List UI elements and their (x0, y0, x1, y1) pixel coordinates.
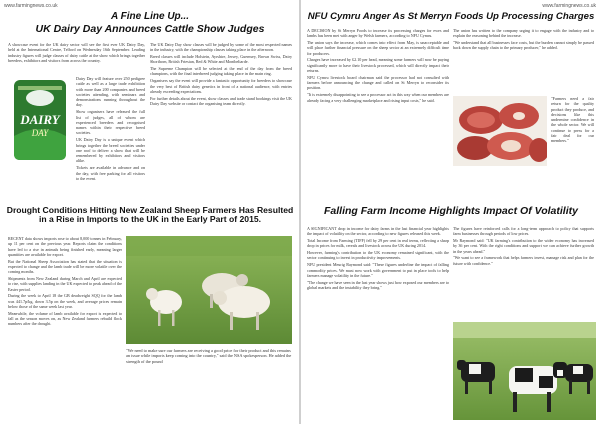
paragraph: The union says the increase, which comes into effect from May, is unacceptable and will place further financial pressure on the sheep sector at an extremely difficult time for producers. (307, 40, 449, 56)
article-body-col1 (76, 76, 145, 198)
paragraph: The figures have reinforced calls for a long-term approach to policy that supports farm businesses through periods of low prices. (453, 226, 594, 237)
paragraph: "We understand that all businesses face costs, but the burden cannot simply be passed back down the supply chain to the primary producer," he added. (453, 40, 594, 51)
paragraph: Total Income from Farming (TIFF) fell by 29 per cent in real terms, reflecting a sharp drop in prices for milk, cereals and livestock across the UK during 2014. (307, 238, 449, 249)
cows-illustration (453, 322, 596, 420)
paragraph: The UK Dairy Day show classes will be judged by some of the most respected names in the industry, with the championship classes taking place in the afternoon. (150, 42, 292, 53)
paragraph: Show organisers have released the full list of judges, all of whom are experienced breeders and recognised names within their respective breed societies. (76, 109, 145, 136)
paragraph: For further details about the event, show classes and trade stand bookings visit the UK Dairy Day website or contact the organising team directly. (150, 95, 292, 106)
paragraph: "We want to see a framework that helps farmers invest, manage risk and plan for the future with confidence." (453, 255, 594, 266)
paragraph: A SIGNIFICANT drop in income for dairy farms in the last financial year highlights the impact of volatility on the sector, according to new figures released this week. (307, 226, 449, 237)
article-quote: "We need to make sure our farmers are receiving a good price for their product and this remains an issue while imports keep coming into the country," said the NSA spokesperson. He added the strength of the pound (126, 348, 292, 364)
paragraph: "It is extremely disappointing to see a processor act in this way when our members are already facing a very challenging marketplace and rising input costs," he said. (307, 92, 449, 103)
logo-sub-text: DAY (31, 128, 49, 138)
left-page (0, 0, 299, 424)
paragraph: RECENT data shows imports rose to about 8,000 tonnes in February, up 11 per cent on the previous year. Reports claim the conditions have led to a rise in animals being finished early, meaning larger quantities are available for export. (8, 236, 122, 257)
paragraph: Tickets are available in advance and on the day, with free parking for all visitors to the event. (76, 165, 145, 181)
paragraph: However, farming's contribution to the UK economy remained significant, with the sector continuing to invest in productivity improvements. (307, 250, 449, 261)
article-body-col1 (307, 28, 449, 200)
paragraph: Shipments from New Zealand during March and April are expected to rise, with supplies landing in the UK expected to peak ahead of the Easter period. (8, 276, 122, 292)
paragraph: During the week to April 18 the GB deadweight SQQ for the lamb was 441.7p/kg, down 3.5p on the week, and average prices remain below those of the same week last year. (8, 293, 122, 310)
article-body-col2 (453, 28, 594, 94)
paragraph: Dairy Day will feature over 250 pedigree cattle as well as a large trade exhibition with more than 200 companies and breed societies attending, with seminars and demonstrations running throughout the day. (76, 76, 145, 108)
cows-photo (453, 322, 596, 420)
article-headline-line2: UK Dairy Day Announces Cattle Show Judges (35, 23, 265, 35)
sheep-photo (126, 236, 292, 344)
paragraph: UK Dairy Day is a unique event which brings together the breed societies under one roof to deliver a show that will be remembered by exhibitors and visitors alike. (76, 137, 145, 164)
meat-photo (453, 96, 547, 166)
paragraph: A showcase event for the UK dairy sector will see the first ever UK Dairy Day, held at the International Centre, Telford on Wednesday 16th September. Leading industry figures will judge classes of dairy cattle at the show which brings together breeders, exhibitors and visitors from across the country. (8, 42, 145, 63)
paragraph: "Farmers need a fair return for the quality product they produce, and decisions like this undermine confidence in the whole sector. We will continue to press for a fair deal for our members." (551, 96, 594, 144)
meat-illustration (453, 96, 547, 166)
sheep-illustration (126, 236, 292, 344)
page-url: www.farmingnews.co.uk (4, 3, 58, 9)
article-headline: Falling Farm Income Highlights Impact Of Volatility (324, 205, 578, 217)
paragraph: But the National Sheep Association has stated that the situation is expected to change and the lamb trade will be more volatile over the coming months. (8, 258, 122, 275)
article-body-col1 (8, 236, 122, 418)
paragraph: A DECISION by St Merryn Foods to increase its processing charges for ewes and lambs has been met with anger by Welsh farmers, according to NFU Cymru. (307, 28, 449, 39)
article-headline: Drought Conditions Hitting New Zealand Sheep Farmers Has Resulted in a Rise in Imports to the UK in the Early Part of 2015. (6, 205, 294, 225)
logo-brand-text: DAIRY (20, 112, 60, 127)
article-body-intro (8, 42, 145, 74)
article-body-col2 (453, 226, 594, 318)
paragraph: NFU Cymru livestock board chairman said the processor had not consulted with farmers before announcing the change and called on St Merryn to reconsider its position. (307, 74, 449, 91)
article-headline-line1: A Fine Line Up... (111, 11, 189, 22)
paragraph: Mr Raymond said: "UK farming's contribution to the wider economy has increased by 36 per cent. With the right conditions and support we can achieve further growth in the years ahead." (453, 238, 594, 254)
paragraph: Organisers say the event will provide a fantastic opportunity for breeders to showcase the very best of British dairy genetics in front of a national audience, with entries already exceeding expectations. (150, 78, 292, 94)
page-url: www.farmingnews.co.uk (542, 3, 596, 9)
article-headline: NFU Cymru Anger As St Merryn Foods Up Processing Charges (307, 11, 595, 22)
paragraph: Breed classes will include Holstein, Ayrshire, Jersey, Guernsey, Brown Swiss, Dairy Shorthorn, British Friesian, Red & White and Montbeliarde. (150, 54, 292, 65)
paragraph: The union has written to the company urging it to engage with the industry and to explain the reasoning behind the increase. (453, 28, 594, 39)
article-body-col1 (307, 226, 449, 420)
dairy-day-logo (8, 76, 72, 164)
paragraph: The Supreme Champion will be selected at the end of the day from the breed champions, with the final interbreed judging taking place in the main ring. (150, 66, 292, 77)
paragraph: Meanwhile, the volume of lamb available for export is expected to fall as the season moves on, as New Zealand farmers rebuild flock numbers after the drought. (8, 310, 122, 327)
paragraph: Charges have increased by £2.10 per head, meaning some farmers will now be paying significantly more to have their livestock processed, which will directly impact their returns. (307, 57, 449, 74)
paragraph: NFU president Meurig Raymond said: "These figures underline the impact of falling commodity prices. We must now work with government to put in place tools to help farmers manage volatility in the future." (307, 262, 449, 278)
right-page (301, 0, 600, 424)
article-body-col2-wrap (551, 96, 594, 200)
article-body-col2 (150, 42, 292, 198)
paragraph: "The change we have seen in the last year shows just how exposed our members are to global markets and the instability they bring." (307, 279, 449, 290)
